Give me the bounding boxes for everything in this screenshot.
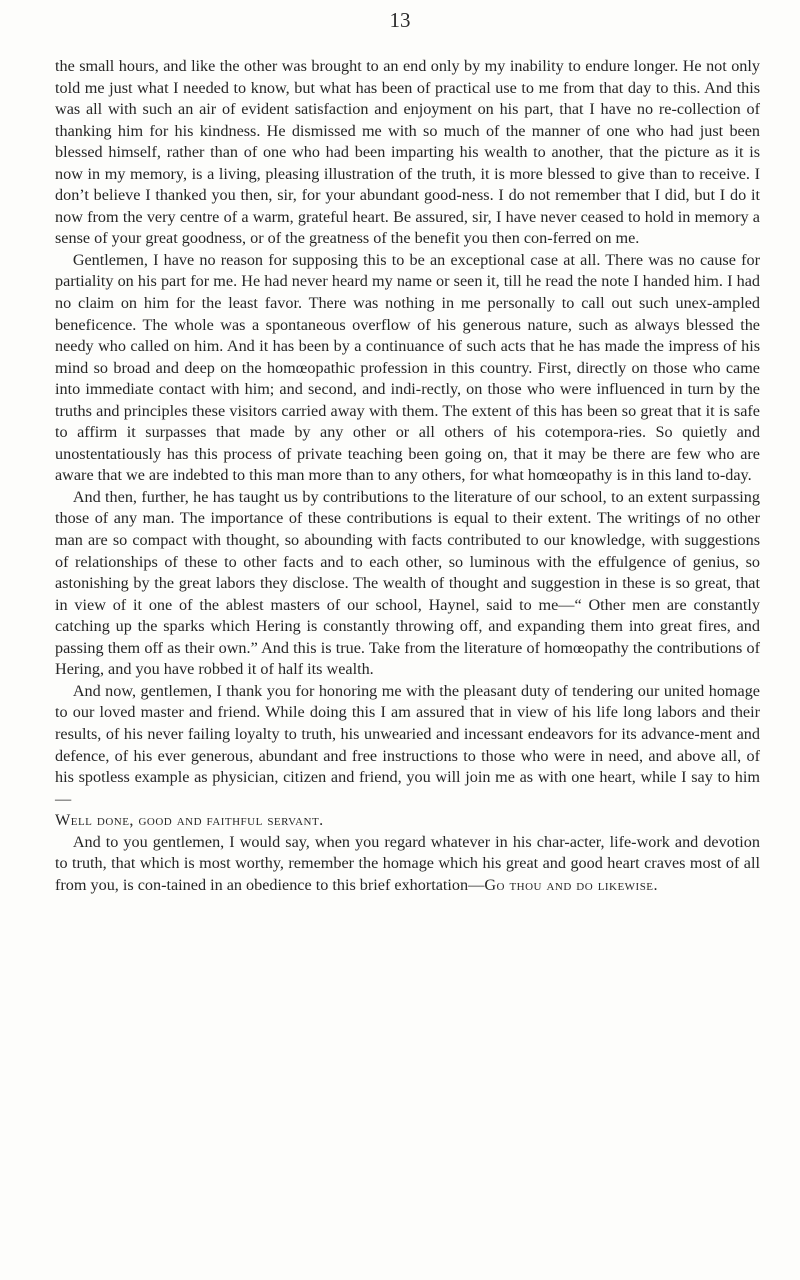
paragraph-2-text: Gentlemen, I have no reason for supposing this to be an exceptional case at all. There was no cause for partiality on his part for me. He had never heard my name or seen it, till he read the note I handed him. I had no claim on him for the least favor. There was nothing in me personally to call out such unex-ampled beneficence. The whole was a spontaneous overflow of his generous nature, such as always blessed the needy who called on him. And it has been by a continuance of such acts that he has made the impress of his mind so broad and deep on the homœopathic profession in this country. First, directly on those who came into immediate contact with him; and second, and indi-rectly, on those who were influenced in turn by the truths and principles these visitors carried away with them. The extent of this has been so great that it is safe to affirm it surpasses that made by any other or all others of his cotempora-ries. So quietly and unostentatiously has this process of private teaching been going on, that it may be there are few who are aware that we are indebted to this man more than to any others, for what homœopathy is in this land to-day. (55, 250, 760, 485)
body-text (55, 56, 760, 896)
paragraph-2 (55, 250, 760, 487)
paragraph-1-text: the small hours, and like the other was brought to an end only by my inability to endure longer. He not only told me just what I needed to know, but what has been of practical use to me from that day to this. And this was all with such an air of evident satisfaction and enjoyment on his part, that I have no re-collection of thanking him for his kindness. He dismissed me with so much of the manner of one who had just been blessed himself, rather than of one who had been imparting his wealth to another, that the picture as it is now in my memory, is a living, pleasing illustration of the truth, it is more blessed to give than to receive. I don’t believe I thanked you then, sir, for your abundant good-ness. I do not remember that I did, but I do it now from the very centre of a warm, grateful heart. Be assured, sir, I have never ceased to hold in memory a sense of your great goodness, or of the greatness of the benefit you then con-ferred on me. (55, 57, 760, 248)
paragraph-5-text: And to you gentlemen, I would say, when you regard whatever in his char-acter, life-work and devotion to truth, that which is most worthy, remember the homage which his great and good heart craves most of all from you, is con-tained in an obedience to this brief exhortation— (55, 832, 760, 894)
paragraph-3-text: And then, further, he has taught us by contributions to the literature of our school, to an extent surpassing those of any man. The importance of these contributions is equal to their extent. The writings of no other man are so compact with thought, so abounding with facts contributed to our knowledge, with suggestions of relationships of these to other facts and to each other, so luminous with the effulgence of genius, so astonishing by the great labors they disclose. The wealth of thought and suggestion in these is so great, that in view of it one of the ablest masters of our school, Haynel, said to me—“ Other men are constantly catching up the sparks which Hering is constantly throwing off, and expanding them into great fires, and passing them off as their own.” And this is true. Take from the literature of homœopathy the contributions of Hering, and you have robbed it of half its wealth. (55, 487, 760, 679)
paragraph-4 (55, 681, 760, 832)
paragraph-1 (55, 56, 760, 250)
paragraph-5-exhortation: Go thou and do likewise. (484, 875, 659, 894)
paragraph-4-text: And now, gentlemen, I thank you for honoring me with the pleasant duty of tendering our united homage to our loved master and friend. While doing this I am assured that in view of his life long labors and their results, of his never failing loyalty to truth, his unwearied and incessant endeavors for its advance-ment and defence, of his ever generous, abundant and free instructions to those who were in need, and above all, of his spotless example as physician, citizen and friend, you will join me as with one heart, while I say to him— (55, 681, 760, 808)
paragraph-5 (55, 832, 760, 897)
page-number: 13 (389, 8, 411, 32)
paragraph-3 (55, 487, 760, 681)
paragraph-4-quote: Well done, good and faithful servant. (55, 811, 324, 830)
